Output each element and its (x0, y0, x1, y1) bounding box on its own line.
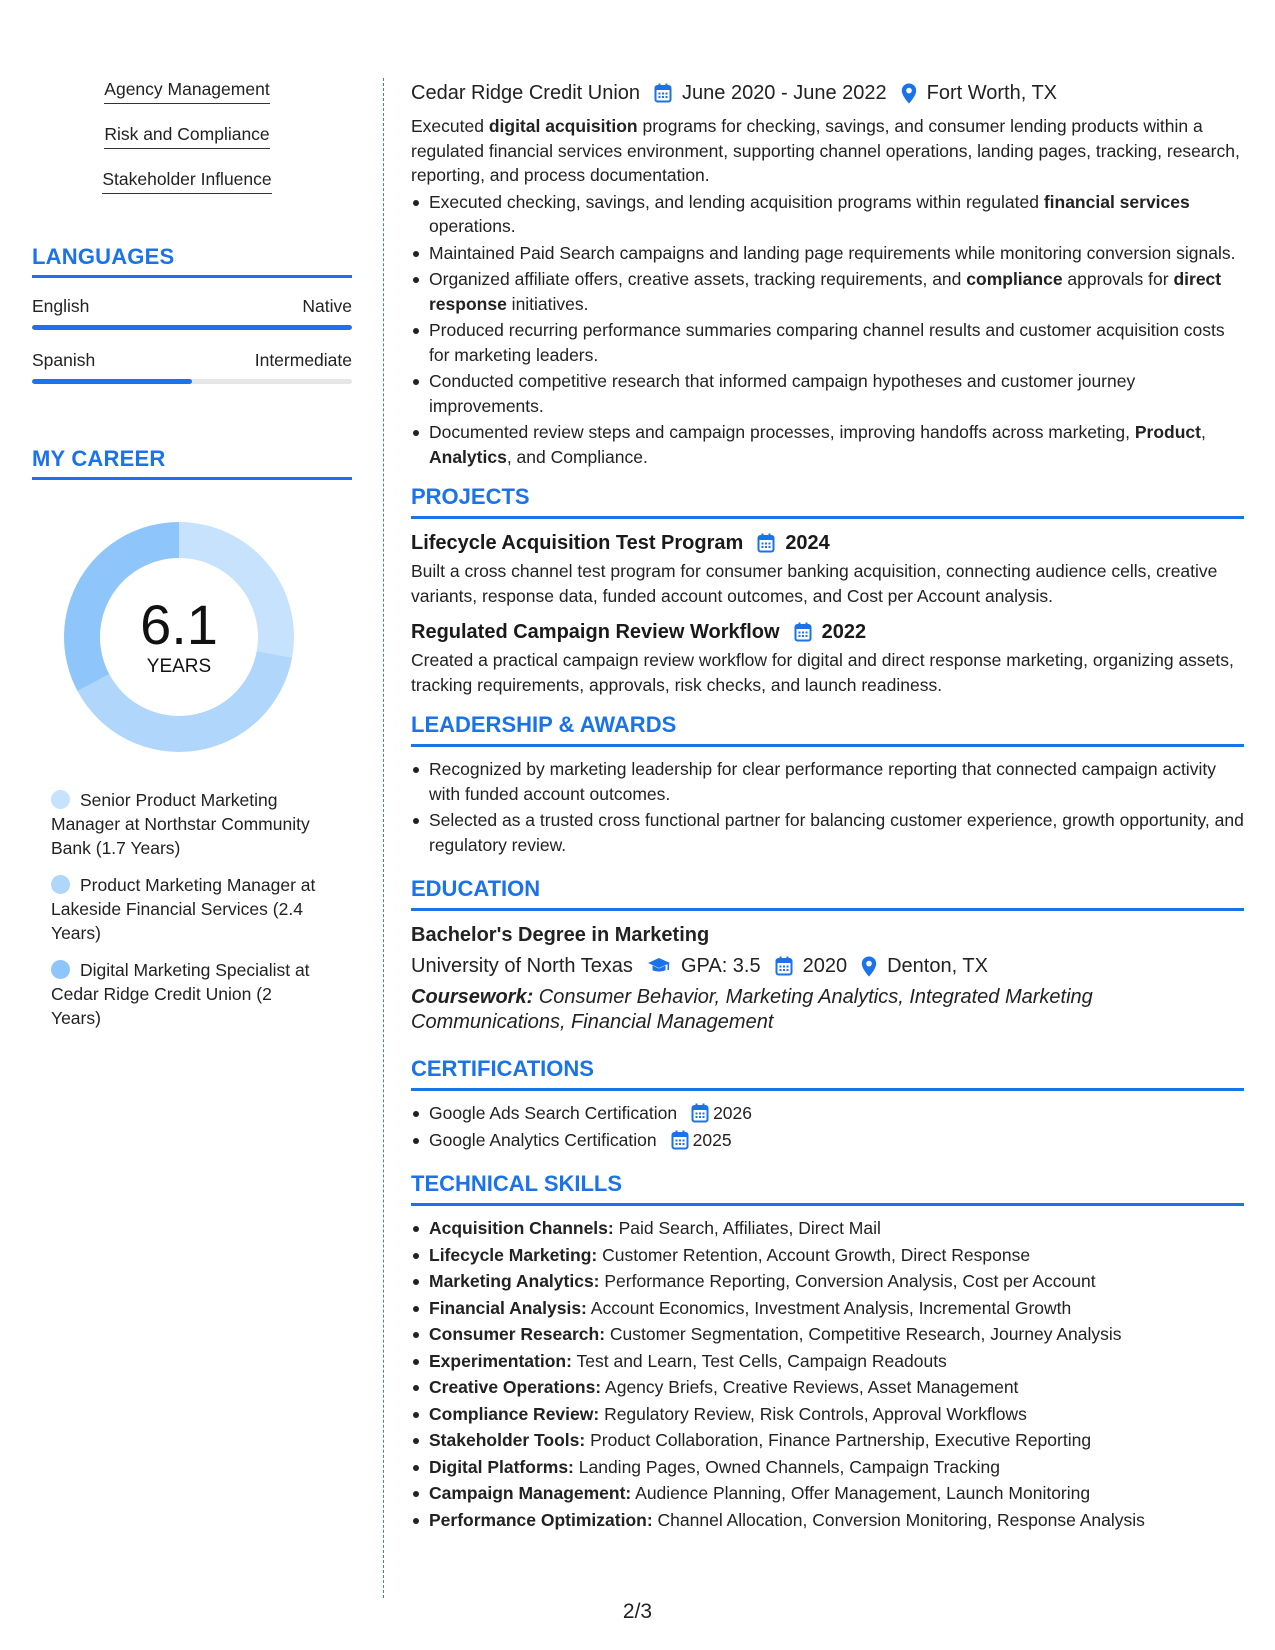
technical-skills-heading: TECHNICAL SKILLS (411, 1170, 1244, 1206)
language-bar-fill (32, 379, 192, 384)
career-item-label: Digital Marketing Specialist at Cedar Ridge Credit Union (2 Years) (51, 960, 310, 1028)
strength-tags (22, 78, 352, 194)
career-donut-chart (64, 522, 294, 752)
certification-item (411, 1128, 1244, 1153)
right-column (411, 80, 1244, 1534)
school-location: Denton, TX (887, 955, 988, 977)
skill-item: Financial Analysis: Account Economics, Investment Analysis, Incremental Growth (411, 1296, 1244, 1321)
leadership-item: Recognized by marketing leadership for clear performance reporting that connected campaign activity with funded account outcomes. (411, 757, 1244, 806)
certification-name: Google Ads Search Certification (429, 1103, 678, 1123)
skill-item: Consumer Research: Customer Segmentation, Competitive Research, Journey Analysis (411, 1322, 1244, 1347)
project-entry (411, 529, 1244, 608)
job-description: Executed digital acquisition programs for checking, savings, and consumer lending products within a regulated financial services environment, supporting channel operations, landing pages, tracking, research, reporting, and process documentation. (411, 116, 1240, 185)
job-bullet: Executed checking, savings, and lending acquisition programs within regulated financial services operations. (411, 190, 1244, 239)
career-total-unit: YEARS (146, 656, 212, 677)
map-pin-icon (901, 83, 917, 104)
career-item-label: Senior Product Marketing Manager at Northstar Community Bank (1.7 Years) (51, 790, 310, 858)
degree-title: Bachelor's Degree in Marketing (411, 924, 710, 946)
projects-heading: PROJECTS (411, 483, 1244, 519)
job-bullet: Documented review steps and campaign processes, improving handoffs across marketing, Product, Analytics, and Compliance. (411, 420, 1244, 469)
job-dates: June 2020 - June 2022 (682, 82, 887, 104)
skill-item: Marketing Analytics: Performance Reporting, Conversion Analysis, Cost per Account (411, 1269, 1244, 1294)
certification-year: 2026 (713, 1103, 752, 1123)
column-divider (383, 78, 384, 1598)
leadership-heading: LEADERSHIP & AWARDS (411, 711, 1244, 747)
skill-item: Campaign Management: Audience Planning, Offer Management, Launch Monitoring (411, 1481, 1244, 1506)
skill-item: Digital Platforms: Landing Pages, Owned Channels, Campaign Tracking (411, 1455, 1244, 1480)
language-english (32, 296, 352, 330)
language-level: Intermediate (254, 350, 352, 370)
legend-dot (51, 790, 70, 809)
experience-entry (411, 80, 1244, 469)
career-total-years: 6.1 (140, 593, 218, 656)
project-entry (411, 618, 1244, 697)
skills-list (411, 1216, 1244, 1532)
school-name: University of North Texas (411, 955, 633, 977)
career-legend-item (51, 873, 321, 945)
strength-tag: Risk and Compliance (104, 123, 269, 149)
skill-item: Performance Optimization: Channel Allocation, Conversion Monitoring, Response Analysis (411, 1508, 1244, 1533)
coursework: Coursework: Consumer Behavior, Marketing Analytics, Integrated Marketing Communications, Financial Management (411, 986, 1093, 1033)
language-name: English (32, 296, 90, 316)
job-bullet: Conducted competitive research that informed campaign hypotheses and customer journey improvements. (411, 369, 1244, 418)
project-description: Built a cross channel test program for consumer banking acquisition, connecting audience cells, creative variants, response data, funded account outcomes, and Cost per Account analysis. (411, 561, 1218, 606)
skill-item: Lifecycle Marketing: Customer Retention, Account Growth, Direct Response (411, 1243, 1244, 1268)
career-item-label: Product Marketing Manager at Lakeside Financial Services (2.4 Years) (51, 875, 316, 943)
languages-heading: LANGUAGES (32, 244, 352, 278)
leadership-list (411, 757, 1244, 857)
calendar-icon (775, 956, 793, 976)
language-spanish (32, 350, 352, 384)
career-legend (51, 788, 321, 1030)
language-bar (32, 379, 352, 384)
graduation-year: 2020 (802, 955, 848, 977)
left-column (32, 78, 352, 1043)
education-details (411, 951, 1244, 981)
language-bar-fill (32, 325, 352, 330)
language-level: Native (302, 296, 352, 316)
legend-dot (51, 960, 70, 979)
calendar-icon (654, 83, 672, 103)
skill-item: Acquisition Channels: Paid Search, Affiliates, Direct Mail (411, 1216, 1244, 1241)
skill-item: Experimentation: Test and Learn, Test Cells, Campaign Readouts (411, 1349, 1244, 1374)
certification-list (411, 1101, 1244, 1152)
education-heading: EDUCATION (411, 875, 1244, 911)
page-number: 2/3 (622, 1600, 653, 1623)
calendar-icon (794, 622, 812, 642)
language-bar (32, 325, 352, 330)
career-legend-item (51, 788, 321, 860)
project-title: Lifecycle Acquisition Test Program (411, 532, 744, 554)
skill-item: Creative Operations: Agency Briefs, Creative Reviews, Asset Management (411, 1375, 1244, 1400)
job-bullets (411, 190, 1244, 470)
certifications-heading: CERTIFICATIONS (411, 1055, 1244, 1091)
job-location: Fort Worth, TX (926, 82, 1058, 104)
gpa: GPA: 3.5 (680, 955, 761, 977)
job-header (411, 80, 1244, 106)
strength-tag: Agency Management (104, 78, 269, 104)
job-bullet: Organized affiliate offers, creative assets, tracking requirements, and compliance approvals for direct response initiatives. (411, 267, 1244, 316)
calendar-icon (691, 1103, 709, 1123)
language-name: Spanish (32, 350, 96, 370)
company-name: Cedar Ridge Credit Union (411, 82, 641, 104)
skill-item: Stakeholder Tools: Product Collaboration, Finance Partnership, Executive Reporting (411, 1428, 1244, 1453)
certification-item (411, 1101, 1244, 1126)
legend-dot (51, 875, 70, 894)
leadership-item: Selected as a trusted cross functional partner for balancing customer experience, growth opportunity, and regulatory review. (411, 808, 1244, 857)
map-pin-icon (861, 956, 877, 977)
job-bullet: Maintained Paid Search campaigns and landing page requirements while monitoring conversion signals. (411, 241, 1244, 266)
job-bullet: Produced recurring performance summaries comparing channel results and customer acquisition costs for marketing leaders. (411, 318, 1244, 367)
certification-name: Google Analytics Certification (429, 1129, 657, 1150)
certification-year: 2025 (692, 1129, 732, 1150)
project-description: Created a practical campaign review workflow for digital and direct response marketing, organizing assets, tracking requirements, approvals, risk checks, and launch readiness. (411, 650, 1234, 695)
strength-tag: Stakeholder Influence (102, 168, 271, 194)
career-legend-item (51, 958, 321, 1030)
graduation-cap-icon (647, 957, 671, 975)
project-year: 2022 (821, 621, 867, 643)
project-year: 2024 (785, 532, 830, 554)
calendar-icon (671, 1130, 689, 1150)
calendar-icon (757, 533, 775, 553)
skill-item: Compliance Review: Regulatory Review, Risk Controls, Approval Workflows (411, 1402, 1244, 1427)
project-title: Regulated Campaign Review Workflow (411, 621, 780, 643)
career-heading: MY CAREER (32, 446, 352, 480)
